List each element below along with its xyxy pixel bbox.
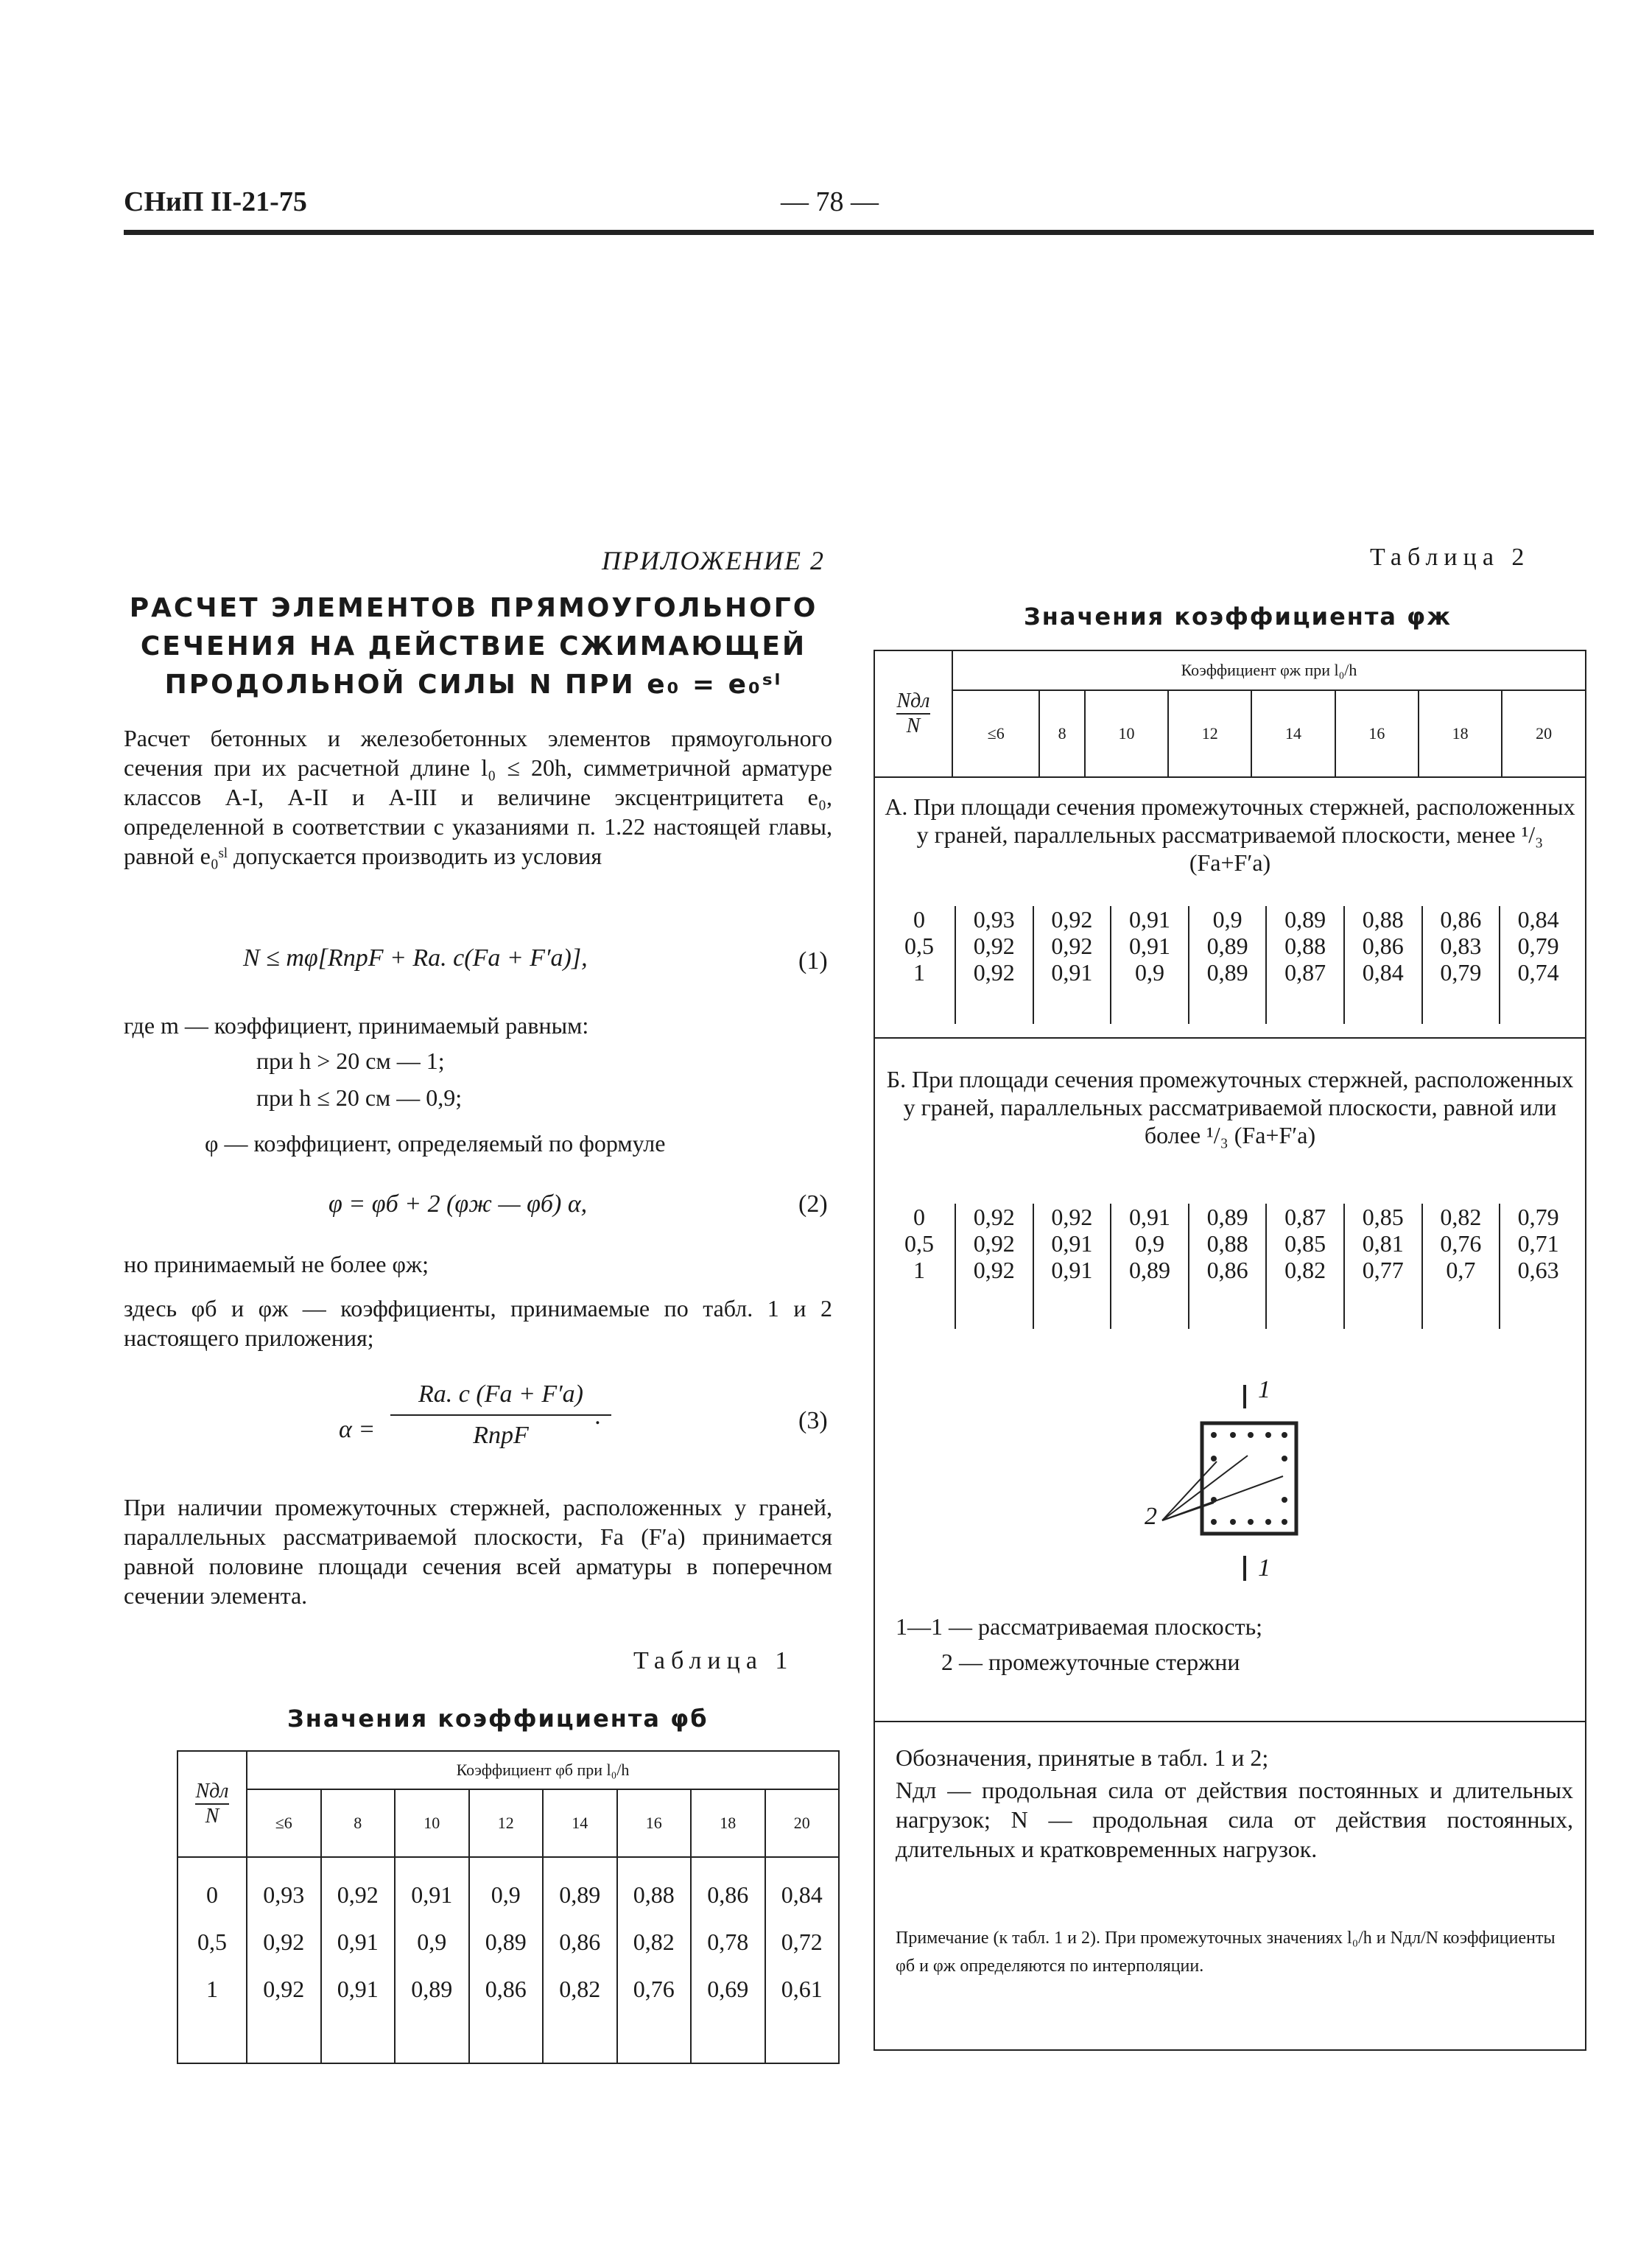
section-outline	[1202, 1423, 1296, 1534]
title-line: СЕЧЕНИЯ НА ДЕЙСТВИЕ СЖИМАЮЩЕЙ	[140, 631, 807, 661]
table-1-cell: 0,88 0,82 0,76	[617, 1857, 692, 2063]
section-b-cell: 0,89 0,88 0,86	[1189, 1204, 1267, 1329]
table-1-cell: 0,91 0,9 0,89	[395, 1857, 469, 2063]
table-2-group-header: Коэффициент φж при l₀/h	[952, 650, 1586, 690]
table-1-col-header: 18	[691, 1789, 765, 1857]
section-label-top: 1	[1258, 1376, 1270, 1403]
table-1-group-header: Коэффициент φб при l₀/h	[247, 1751, 839, 1789]
section-b-row-labels: 0 0,5 1	[904, 1204, 934, 1283]
table-2-number: Таблица 2	[1370, 544, 1530, 571]
where-m-text: где m — коэффициент, принимаемый равным:	[124, 1012, 589, 1039]
table-1-corner: Nдл N	[177, 1751, 247, 1857]
table-1-cell: 0,92 0,91 0,91	[321, 1857, 396, 2063]
here-text: здесь φб и φж — коэффициенты, принимаемые по табл. 1 и 2 настоящего приложения;	[124, 1295, 832, 1351]
table-2-col-header: 10	[1085, 690, 1168, 777]
phi-definition: φ — коэффициент, определяемый по формуле	[205, 1130, 666, 1157]
not-more-text: но принимаемый не более φж;	[124, 1251, 429, 1277]
notation-body: Nдл — продольная сила от действия постоянных и длительных нагрузок; N — продольная сила от действия постоянных, длительных и кратковременных нагрузок.	[896, 1777, 1573, 1862]
m-case-1: при h > 20 см — 1;	[256, 1047, 445, 1074]
section-b-cell: 0,87 0,85 0,82	[1266, 1204, 1344, 1329]
table-1-caption: Значения коэффициента φб	[287, 1705, 709, 1733]
table-1-col-header: 14	[543, 1789, 617, 1857]
section-a-cell: 0,86 0,83 0,79	[1422, 906, 1500, 1024]
formula-2-number: (2)	[798, 1190, 828, 1218]
header-rule	[124, 230, 1594, 235]
table-1-cell: 0,84 0,72 0,61	[765, 1857, 840, 2063]
section-a-cell: 0,9 0,89 0,89	[1189, 906, 1267, 1024]
section-divider	[874, 1037, 1586, 1039]
table-1-cell: 0,9 0,89 0,86	[469, 1857, 544, 2063]
title-line: РАСЧЕТ ЭЛЕМЕНТОВ ПРЯМОУГОЛЬНОГО	[129, 593, 818, 623]
table-2-col-header: 20	[1502, 690, 1586, 777]
section-a-cell: 0,88 0,86 0,84	[1344, 906, 1422, 1024]
formula-3-number: (3)	[798, 1407, 828, 1434]
section-a-cell: 0,93 0,92 0,92	[955, 906, 1033, 1024]
table-1-number: Таблица 1	[633, 1647, 794, 1674]
formula-3-denominator: RпрF	[473, 1422, 529, 1449]
table-2-section-a	[884, 906, 1576, 1024]
table-1-col-header: 20	[765, 1789, 840, 1857]
table-1-cell: 0,93 0,92 0,92	[247, 1857, 321, 2063]
formula-3-tail: .	[595, 1403, 602, 1430]
notation-title: Обозначения, принятые в табл. 1 и 2;	[896, 1744, 1269, 1771]
formula-1: N ≤ mφ[RпрF + Rа. с(Fа + F′а)],	[243, 944, 588, 972]
table-2-corner: Nдл N	[874, 650, 952, 777]
legend-line-2: 2 — промежуточные стержни	[941, 1649, 1240, 1675]
section-b-cell: 0,82 0,76 0,7	[1422, 1204, 1500, 1329]
section-b-cell: 0,92 0,91 0,91	[1033, 1204, 1111, 1329]
notation-divider	[874, 1721, 1586, 1722]
table-1	[177, 1750, 840, 2064]
fraction-bar	[390, 1414, 611, 1416]
section-b-title: Б. При площади сечения промежуточных стержней, расположенных у граней, параллельных рассматриваемой плоскости, равной или более ¹/₃ (Fа+F′а)	[886, 1066, 1574, 1148]
table-1-col-header: 16	[617, 1789, 692, 1857]
formula-3-numerator: Rа. с (Fа + F′а)	[418, 1380, 583, 1408]
section-b-cell: 0,79 0,71 0,63	[1500, 1204, 1576, 1329]
section-label-bottom: 1	[1258, 1554, 1270, 1582]
table-2-col-header: 14	[1251, 690, 1335, 777]
cross-section-figure	[1120, 1367, 1340, 1588]
formula-1-number: (1)	[798, 947, 828, 975]
table-1-col-header: 10	[395, 1789, 469, 1857]
table-1-cell: 0,86 0,78 0,69	[691, 1857, 765, 2063]
bars-label: 2	[1145, 1503, 1157, 1530]
section-a-cell: 0,84 0,79 0,74	[1500, 906, 1576, 1024]
table-2-col-header: 12	[1168, 690, 1251, 777]
m-case-2: при h ≤ 20 см — 0,9;	[256, 1084, 463, 1111]
table-2-col-header: 8	[1039, 690, 1084, 777]
section-a-title: А. При площади сечения промежуточных стержней, расположенных у граней, параллельных рассматриваемой плоскости, менее ¹/₃ (Fа+F′а)	[885, 793, 1575, 876]
table-1-row-labels: 0 0,5 1	[177, 1857, 247, 2063]
table-1-col-header: 12	[469, 1789, 544, 1857]
section-b-cell: 0,85 0,81 0,77	[1344, 1204, 1422, 1329]
section-b-cell: 0,92 0,92 0,92	[955, 1204, 1033, 1329]
page-number: — 78 —	[781, 186, 879, 217]
intro-paragraph: Расчет бетонных и железобетонных элементов прямоугольного сечения при их расчетной длине l₀ ≤ 20h, симметричной арматуре классов А-I, А-II и А-III и величине эксцентрицитета e₀, определенной в соответствии с указаниями п. 1.22 настоящей главы, равной e₀ˢˡ допускается производить из условия	[124, 725, 832, 869]
section-a-cell: 0,89 0,88 0,87	[1266, 906, 1344, 1024]
table-2-section-b	[884, 1204, 1576, 1329]
title-line: ПРОДОЛЬНОЙ СИЛЫ N ПРИ e₀ = e₀ˢˡ	[164, 670, 783, 700]
document-code: СНиП II-21-75	[124, 186, 307, 217]
leader-lines	[1162, 1456, 1283, 1520]
table-2-col-header: 18	[1419, 690, 1502, 777]
table-1-col-header: 8	[321, 1789, 396, 1857]
section-a-cell: 0,92 0,92 0,91	[1033, 906, 1111, 1024]
formula-2: φ = φб + 2 (φж — φб) α,	[328, 1190, 588, 1218]
section-a-cell: 0,91 0,91 0,9	[1111, 906, 1189, 1024]
table-2-col-header: ≤6	[952, 690, 1039, 777]
table-2-caption: Значения коэффициента φж	[1024, 603, 1452, 631]
legend-line-1: 1—1 — рассматриваемая плоскость;	[896, 1613, 1263, 1640]
table-2-col-header: 16	[1335, 690, 1419, 777]
section-b-cell: 0,91 0,9 0,89	[1111, 1204, 1189, 1329]
table-2-header	[874, 650, 1586, 778]
appendix-title	[124, 589, 823, 704]
table-1-col-header: ≤6	[247, 1789, 321, 1857]
table-note: Примечание (к табл. 1 и 2). При промежуточных значениях l₀/h и Nдл/N коэффициенты φб и φж определяются по интерполяции.	[896, 1929, 1556, 1976]
section-a-row-labels: 0 0,5 1	[904, 906, 934, 986]
table-1-cell: 0,89 0,86 0,82	[543, 1857, 617, 2063]
formula-3-lhs: α =	[339, 1416, 376, 1443]
appendix-label: ПРИЛОЖЕНИЕ 2	[602, 546, 825, 575]
intermediate-bars-text: При наличии промежуточных стержней, расположенных у граней, параллельных рассматриваемой плоскости, Fа (F′а) принимается равной половине площади сечения всей арматуры в поперечном сечении элемента.	[124, 1494, 832, 1609]
